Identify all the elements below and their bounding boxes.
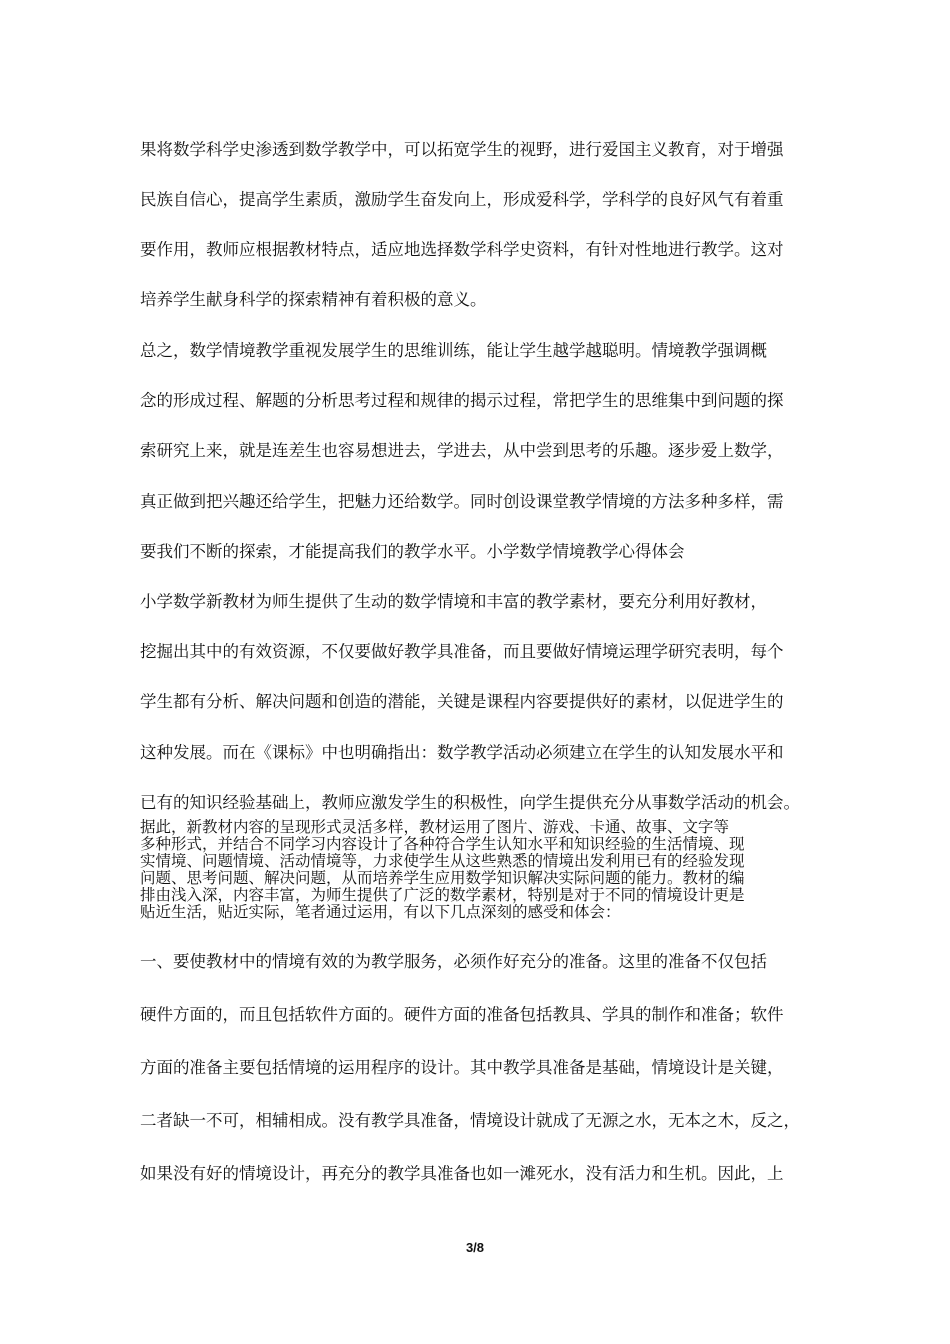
- body-line: 总之，数学情境教学重视发展学生的思维训练，能让学生越学越聪明。情境教学强调概: [140, 341, 767, 360]
- body-line: 方面的准备主要包括情境的运用程序的设计。其中教学具准备是基础，情境设计是关键，: [140, 1058, 784, 1077]
- body-line: 要作用，教师应根据教材特点，适应地选择数学科学史资料，有针对性地进行教学。这对: [140, 240, 784, 259]
- dense-line: 实情境、问题情境、活动情境等，力求使学生从这些熟悉的情境出发利用已有的经验发现: [140, 853, 745, 870]
- body-line: 念的形成过程、解题的分析思考过程和规律的揭示过程，常把学生的思维集中到问题的探: [140, 391, 784, 410]
- body-line: 民族自信心，提高学生素质，激励学生奋发向上，形成爱科学，学科学的良好风气有着重: [140, 190, 784, 209]
- body-line: 如果没有好的情境设计，再充分的教学具准备也如一滩死水，没有活力和生机。因此，上: [140, 1164, 784, 1183]
- body-line: 索研究上来，就是连差生也容易想进去，学进去，从中尝到思考的乐趣。逐步爱上数学，: [140, 441, 784, 460]
- dense-line: 多种形式，并结合不同学习内容设计了各种符合学生认知水平和知识经验的生活情境、现: [140, 836, 745, 853]
- page-number: 3/8: [465, 1240, 485, 1255]
- body-line: 小学数学新教材为师生提供了生动的数学情境和丰富的教学素材，要充分利用好教材，: [140, 592, 767, 611]
- body-line: 培养学生献身科学的探索精神有着积极的意义。: [140, 290, 487, 309]
- body-line: 要我们不断的探索，才能提高我们的教学水平。小学数学情境教学心得体会: [140, 542, 685, 561]
- body-line: 学生都有分析、解决问题和创造的潜能，关键是课程内容要提供好的素材，以促进学生的: [140, 692, 784, 711]
- body-line: 真正做到把兴趣还给学生，把魅力还给数学。同时创设课堂教学情境的方法多种多样，需: [140, 492, 784, 511]
- dense-line: 贴近生活，贴近实际，笔者通过运用，有以下几点深刻的感受和体会：: [140, 904, 621, 921]
- body-line: 挖掘出其中的有效资源，不仅要做好教学具准备，而且要做好情境运理学研究表明，每个: [140, 642, 784, 661]
- dense-line: 排由浅入深，内容丰富，为师生提供了广泛的数学素材，特别是对于不同的情境设计更是: [140, 887, 745, 904]
- body-line: 已有的知识经验基础上，教师应激发学生的积极性，向学生提供充分从事数学活动的机会。: [140, 793, 800, 812]
- body-line: 二者缺一不可，相辅相成。没有教学具准备，情境设计就成了无源之水，无本之木，反之，: [140, 1111, 800, 1130]
- body-line: 果将数学科学史渗透到数学教学中，可以拓宽学生的视野，进行爱国主义教育，对于增强: [140, 140, 784, 159]
- dense-line: 据此，新教材内容的呈现形式灵活多样，教材运用了图片、游戏、卡通、故事、文字等: [140, 819, 730, 836]
- body-line: 这种发展。而在《课标》中也明确指出：数学教学活动必须建立在学生的认知发展水平和: [140, 743, 784, 762]
- dense-line: 问题、思考问题、解决问题，从而培养学生应用数学知识解决实际问题的能力。教材的编: [140, 870, 745, 887]
- body-line: 一、要使教材中的情境有效的为教学服务，必须作好充分的准备。这里的准备不仅包括: [140, 952, 767, 971]
- body-line: 硬件方面的，而且包括软件方面的。硬件方面的准备包括教具、学具的制作和准备；软件: [140, 1005, 784, 1024]
